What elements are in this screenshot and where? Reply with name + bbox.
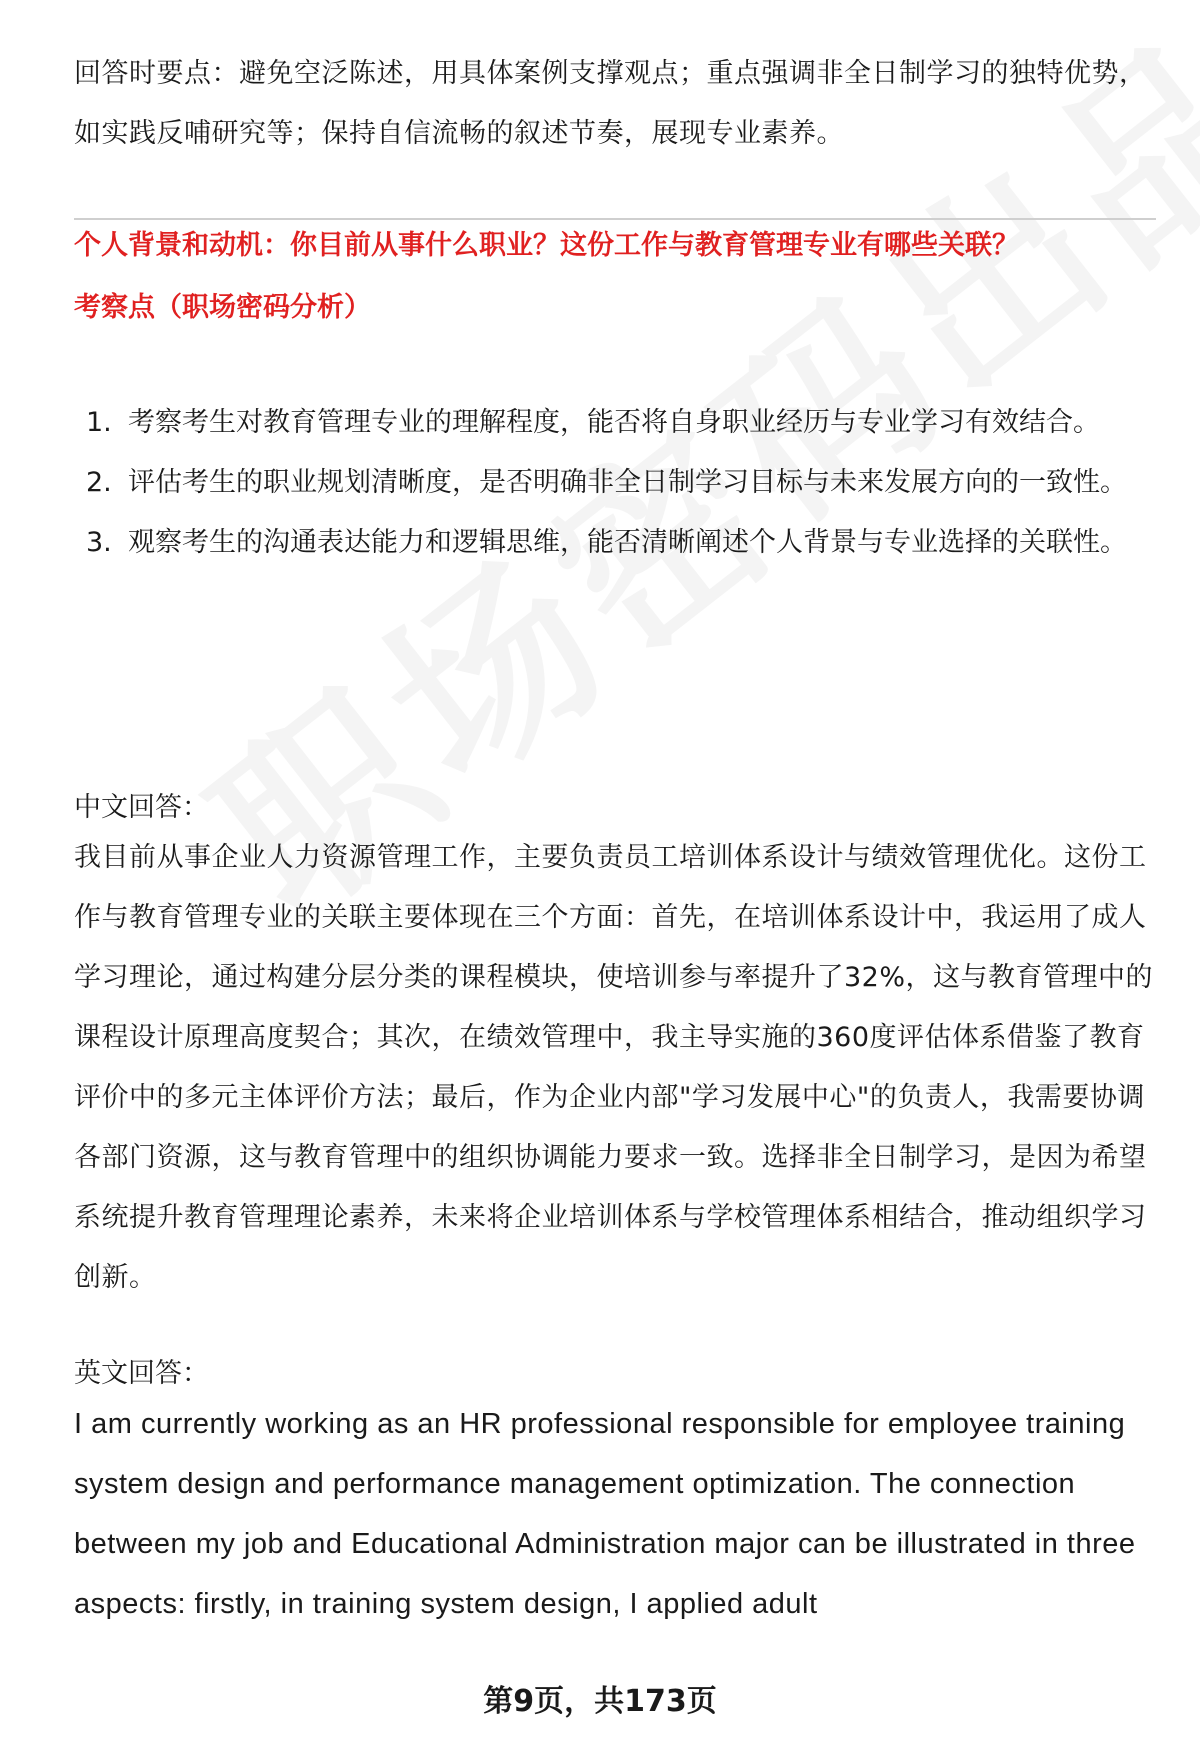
exam-points-list bbox=[74, 393, 1164, 573]
exam-point-item bbox=[74, 453, 1164, 513]
page-footer: 第9页，共173页 bbox=[483, 1684, 717, 1719]
exam-point-number: 2. bbox=[86, 467, 112, 498]
exam-points-title: 考察点（职场密码分析） bbox=[74, 292, 371, 323]
chinese-answer-label: 中文回答： bbox=[74, 792, 209, 823]
intro-tip: 回答时要点：避免空泛陈述，用具体案例支撑观点；重点强调非全日制学习的独特优势，如实践反哺研究等；保持自信流畅的叙述节奏，展现专业素养。 bbox=[74, 58, 1147, 149]
exam-point-text: 观察考生的沟通表达能力和逻辑思维，能否清晰阐述个人背景与专业选择的关联性。 bbox=[128, 527, 1127, 558]
english-answer-label: 英文回答： bbox=[74, 1358, 209, 1389]
exam-point-text: 考察考生对教育管理专业的理解程度，能否将自身职业经历与专业学习有效结合。 bbox=[128, 407, 1100, 438]
question-heading: 个人背景和动机：你目前从事什么职业？这份工作与教育管理专业有哪些关联？ bbox=[74, 230, 1019, 261]
exam-point-number: 1. bbox=[86, 407, 112, 438]
section-divider bbox=[74, 218, 1156, 220]
document-page bbox=[74, 0, 1154, 1755]
english-answer: I am currently working as an HR professional responsible for employee training system design and performance management optimization. The connection between my job and Educational Administration major can be illustrated in three aspects: firstly, in training system design, I applied adult bbox=[74, 1408, 1136, 1620]
chinese-answer: 我目前从事企业人力资源管理工作，主要负责员工培训体系设计与绩效管理优化。这份工作与教育管理专业的关联主要体现在三个方面：首先，在培训体系设计中，我运用了成人学习理论，通过构建分层分类的课程模块，使培训参与率提升了32%，这与教育管理中的课程设计原理高度契合；其次，在绩效管理中，我主导实施的360度评估体系借鉴了教育评价中的多元主体评价方法；最后，作为企业内部"学习发展中心"的负责人，我需要协调各部门资源，这与教育管理中的组织协调能力要求一致。选择非全日制学习，是因为希望系统提升教育管理理论素养，未来将企业培训体系与学校管理体系相结合，推动组织学习创新。 bbox=[74, 842, 1154, 1293]
exam-point-number: 3. bbox=[86, 527, 112, 558]
exam-point-text: 评估考生的职业规划清晰度，是否明确非全日制学习目标与未来发展方向的一致性。 bbox=[128, 467, 1127, 498]
exam-point-item bbox=[74, 393, 1164, 453]
exam-point-item bbox=[74, 513, 1164, 573]
